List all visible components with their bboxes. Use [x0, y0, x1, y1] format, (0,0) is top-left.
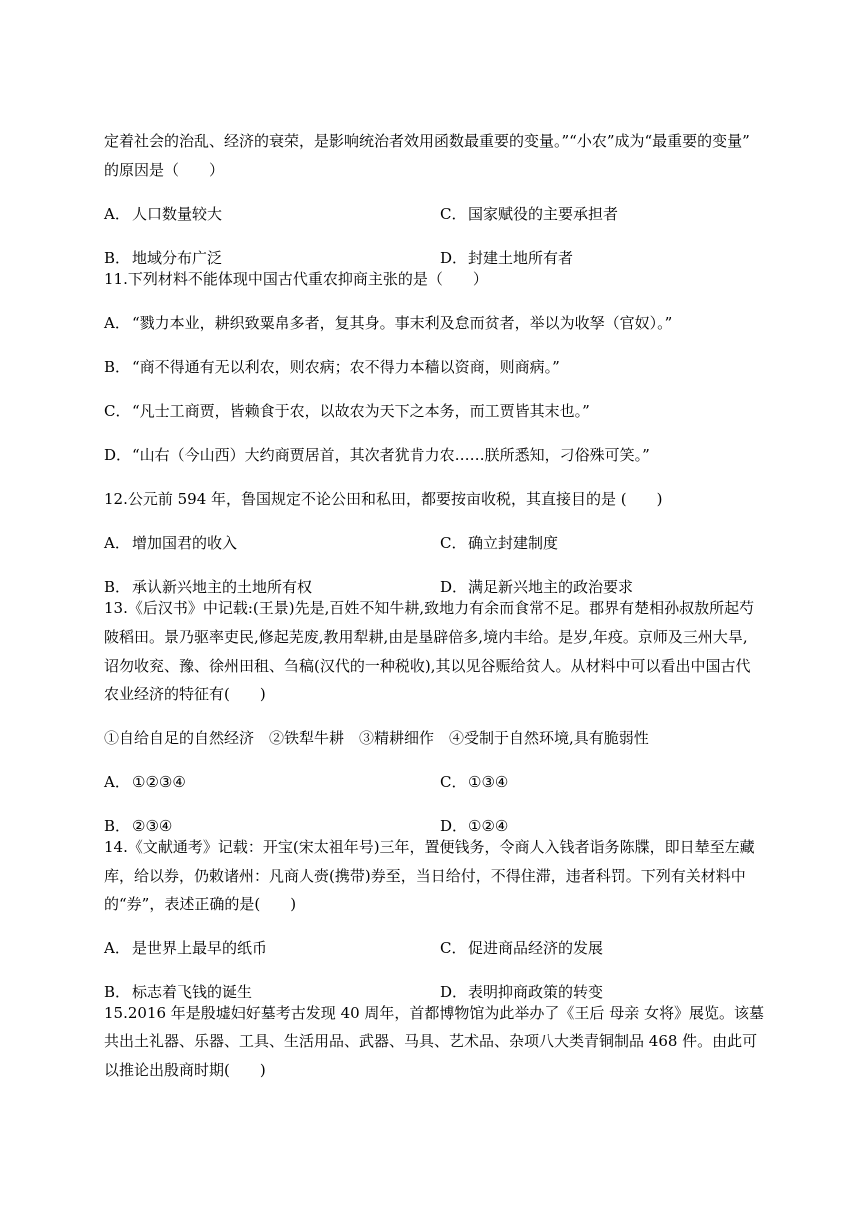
option-letter: A． — [104, 773, 130, 791]
q13-stem-line-2: 陂稻田。景乃驱率吏民,修起芜废,教用犁耕,由是垦辟倍多,境内丰给。是岁,年疫。京师及三州大旱, — [104, 628, 748, 646]
option-text: “商不得通有无以利农，则农病；农不得力本穑以资商，则商病。” — [132, 358, 560, 376]
q14-option-d — [440, 982, 603, 1002]
option-text: ①③④ — [468, 773, 509, 791]
q14-option-b — [104, 982, 252, 1002]
option-letter: D． — [440, 249, 468, 267]
q10-option-d — [440, 248, 573, 268]
option-letter: A． — [104, 205, 130, 223]
q13-option-c — [440, 772, 508, 792]
q14-option-c — [440, 938, 603, 958]
option-text: 承认新兴地主的土地所有权 — [132, 578, 313, 596]
option-letter: A． — [104, 314, 130, 332]
q10-option-a — [104, 204, 222, 224]
q11-option-a — [104, 313, 672, 333]
q12-option-c — [440, 533, 558, 553]
q13-stem-line-4: 农业经济的特征有( ) — [104, 685, 266, 703]
option-letter: B． — [104, 817, 131, 835]
q11-stem: 11.下列材料不能体现中国古代重农抑商主张的是（ ） — [104, 270, 488, 288]
option-text: ①②④ — [468, 817, 509, 835]
option-text: 人口数量较大 — [132, 205, 223, 223]
q12-stem: 12.公元前 594 年，鲁国规定不论公田和私田，都要按亩收税，其直接目的是 ( ) — [104, 490, 663, 508]
option-text: 国家赋役的主要承担者 — [468, 205, 619, 223]
option-letter: C． — [104, 402, 131, 420]
option-letter: B． — [104, 578, 131, 596]
option-letter: D． — [104, 446, 132, 464]
option-text: ①②③④ — [132, 773, 186, 791]
q12-option-b — [104, 577, 312, 597]
q15-stem-line-3: 以推论出殷商时期( ) — [104, 1061, 266, 1079]
q14-stem-line-1: 14.《文献通考》记载：开宝(宋太祖年号)三年，置便钱务，令商人入钱者诣务陈牒，即日辇至左藏 — [104, 838, 755, 856]
option-letter: C． — [440, 205, 467, 223]
option-text: “凡士工商贾，皆赖食于农，以故农为天下之本务，而工贾皆其末也。” — [132, 402, 590, 420]
option-text: 封建土地所有者 — [468, 249, 574, 267]
option-text: 是世界上最早的纸币 — [132, 939, 268, 957]
option-letter: B． — [104, 249, 131, 267]
option-letter: C． — [440, 534, 467, 552]
q14-stem-line-2: 库，给以券，仍敕诸州：凡商人赍(携带)券至，当日给付，不得住滞，违者科罚。下列有关材料中 — [104, 867, 746, 885]
option-letter: C． — [440, 773, 467, 791]
q10-stem-line-2: 的原因是（ ） — [104, 161, 225, 179]
q11-option-b — [104, 357, 560, 377]
option-letter: D． — [440, 578, 468, 596]
q13-option-a — [104, 772, 186, 792]
option-text: “戮力本业，耕织致粟帛多者，复其身。事末利及怠而贫者，举以为收孥（官奴）。” — [132, 314, 673, 332]
q12-option-d — [440, 577, 633, 597]
option-text: 标志着飞钱的诞生 — [132, 983, 253, 1001]
option-text: 表明抑商政策的转变 — [468, 983, 604, 1001]
option-text: 增加国君的收入 — [132, 534, 238, 552]
q13-stem-line-1: 13.《后汉书》中记载:(王景)先是,百姓不知牛耕,致地力有余而食常不足。郡界有楚相孙叔敖所起芍 — [104, 599, 755, 617]
option-letter: A． — [104, 939, 130, 957]
option-letter: D． — [440, 817, 468, 835]
q10-option-c — [440, 204, 618, 224]
q10-stem-line-1: 定着社会的治乱、经济的衰荣，是影响统治者效用函数最重要的变量。”“小农”成为“最重要的变量” — [104, 132, 750, 150]
q13-option-d — [440, 816, 508, 836]
q14-stem-line-3: 的“券”，表述正确的是( ) — [104, 895, 297, 913]
option-text: ②③④ — [132, 817, 173, 835]
option-letter: B． — [104, 358, 131, 376]
q15-stem-line-2: 共出土礼器、乐器、工具、生活用品、武器、马具、艺术品、杂项八大类青铜制品 468 件。由此可 — [104, 1032, 758, 1050]
option-letter: A． — [104, 534, 130, 552]
option-text: 促进商品经济的发展 — [468, 939, 604, 957]
q13-items-line: ①自给自足的自然经济 ②铁犁牛耕 ③精耕细作 ④受制于自然环境,具有脆弱性 — [104, 729, 649, 747]
option-letter: B． — [104, 983, 131, 1001]
option-letter: D． — [440, 983, 468, 1001]
q10-option-b — [104, 248, 222, 268]
option-text: 地域分布广泛 — [132, 249, 223, 267]
q13-stem-line-3: 诏勿收兖、豫、徐州田租、刍稿(汉代的一种税收),其以见谷赈给贫人。从材料中可以看出中国古代 — [104, 657, 751, 675]
q13-option-b — [104, 816, 172, 836]
q15-stem-line-1: 15.2016 年是殷墟妇好墓考古发现 40 周年，首都博物馆为此举办了《王后 母亲 女将》展览。该墓 — [104, 1004, 764, 1022]
q14-option-a — [104, 938, 267, 958]
option-text: “山右（今山西）大约商贾居首，其次者犹肯力农……朕所悉知，刁俗殊可笑。” — [132, 446, 650, 464]
q12-option-a — [104, 533, 237, 553]
q11-option-c — [104, 401, 590, 421]
q11-option-d — [104, 445, 650, 465]
option-text: 确立封建制度 — [468, 534, 559, 552]
option-letter: C． — [440, 939, 467, 957]
option-text: 满足新兴地主的政治要求 — [468, 578, 634, 596]
